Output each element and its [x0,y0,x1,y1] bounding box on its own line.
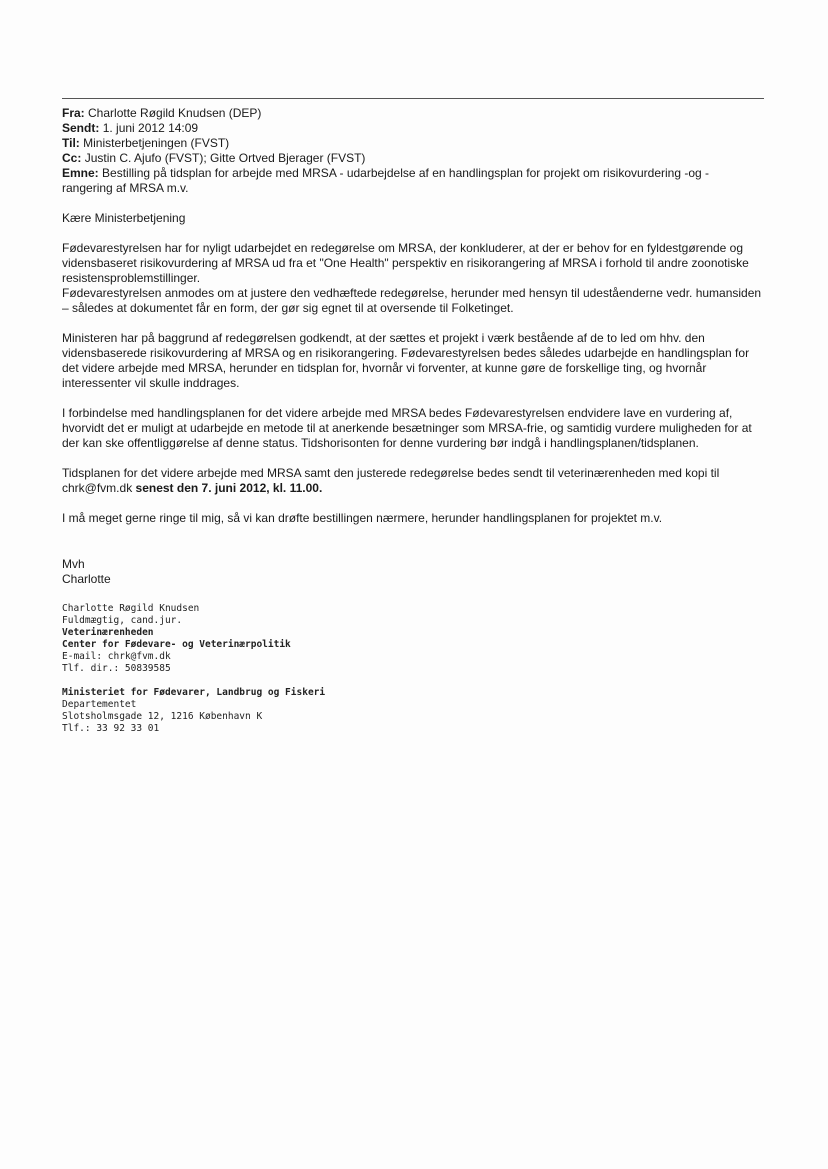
to-row [62,136,752,151]
subject-label: Emne: [62,166,99,180]
signature-name: Charlotte Røgild Knudsen [62,603,200,614]
sent-value: 1. juni 2012 14:09 [102,121,199,135]
cc-row [62,151,752,166]
subject-row [62,166,752,196]
sent-row [62,121,752,136]
header-divider [62,98,764,99]
paragraph-1a: Fødevarestyrelsen har for nyligt udarbejdet en redegørelse om MRSA, der konkluderer, at der er behov for en fyldestgørende og vidensbaseret risikovurdering af MRSA ud fra et "One Health" perspektiv en risikorangering af MRSA i forhold til andre zoonotiske resistensproblemstillinger. [62,241,749,285]
regards: Mvh [62,557,85,571]
closing [62,557,111,587]
signature-email: E-mail: chrk@fvm.dk [62,651,171,662]
paragraph-4 [62,466,762,496]
paragraph-5: I må meget gerne ringe til mig, så vi kan drøfte bestillingen nærmere, herunder handlingsplanen for projektet m.v. [62,511,663,525]
cc-value: Justin C. Ajufo (FVST); Gitte Ortved Bjerager (FVST) [84,151,366,165]
to-label: Til: [62,136,80,150]
signature-main-phone: Tlf.: 33 92 33 01 [62,723,160,734]
email-header [62,106,752,196]
from-label: Fra: [62,106,85,120]
paragraph-3: I forbindelse med handlingsplanen for det videre arbejde med MRSA bedes Fødevarestyrelsen endvidere lave en vurdering af, hvorvidt det er muligt at udarbejde en metode til at anerkende besætninger som MRSA-frie, og samtidig vurdere muligheden for at der kan ske offentliggørelse af denne status. Tidshorisonten for denne vurdering bør indgå i handlingsplanen/tidsplanen. [62,406,752,450]
subject-value: Bestilling på tidsplan for arbejde med MRSA - udarbejdelse af en handlingsplan for projekt om risikovurdering -og - rangering af MRSA m.v. [62,166,710,195]
cc-label: Cc: [62,151,82,165]
greeting: Kære Ministerbetjening [62,211,186,225]
email-body [62,211,762,541]
signature-address: Slotsholmsgade 12, 1216 København K [62,711,263,722]
paragraph-2: Ministeren har på baggrund af redegørelsen godkendt, at der sættes et projekt i værk bestående af de to led om hhv. den vidensbaserede risikovurdering af MRSA og en risikorangering. Fødevarestyrelsen bedes således udarbejde en handlingsplan for det videre arbejde med MRSA, herunder en tidsplan for, hvornår vi forventer, at kunne gøre de forskellige ting, og hvornår interessenter vil skulle inddrages. [62,331,750,390]
signature-department: Departementet [62,699,137,710]
sent-label: Sendt: [62,121,100,135]
paragraph-4-text: Tidsplanen for det videre arbejde med MRSA samt den justerede redegørelse bedes sendt til veterinærenheden med kopi til chrk@fvm.dk [62,466,720,495]
deadline-text: senest den 7. juni 2012, kl. 11.00. [135,481,323,495]
to-value: Ministerbetjeningen (FVST) [83,136,230,150]
sender-first-name: Charlotte [62,572,111,586]
signature-block [62,603,325,735]
signature-phone: Tlf. dir.: 50839585 [62,663,171,674]
from-value: Charlotte Røgild Knudsen (DEP) [88,106,262,120]
signature-ministry: Ministeriet for Fødevarer, Landbrug og Fiskeri [62,687,326,698]
signature-center: Center for Fødevare- og Veterinærpolitik [62,639,291,650]
signature-unit: Veterinærenheden [62,627,154,638]
paragraph-1b: Fødevarestyrelsen anmodes om at justere den vedhæftede redegørelse, herunder med hensyn til udeståenderne vedr. humansiden – således at dokumentet får en form, der gør sig egnet til at oversende til Folketinget. [62,286,762,315]
from-row [62,106,752,121]
signature-title: Fuldmægtig, cand.jur. [62,615,183,626]
signature-spacer [62,675,325,687]
